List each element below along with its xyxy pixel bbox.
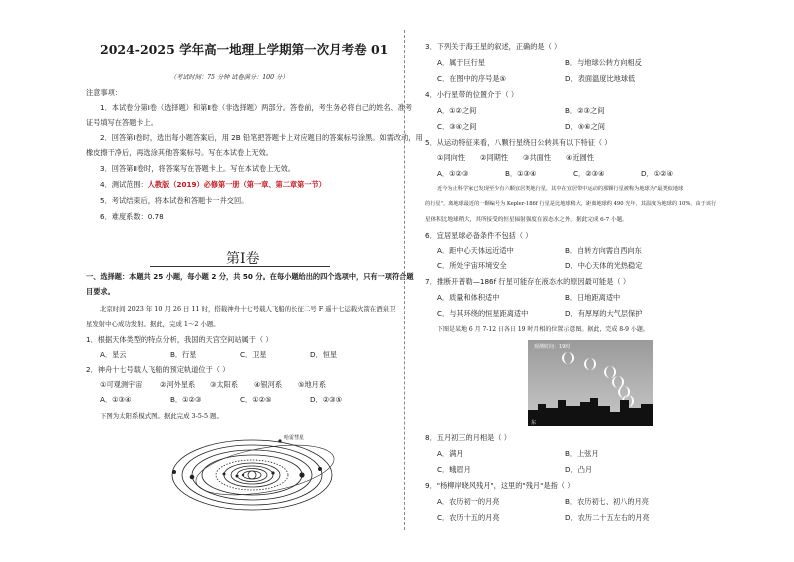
q5-stem: 5．从运动特征来看，八颗行星绕日公转具有以下特征（ ）	[425, 138, 612, 147]
passage1-line-1: 北京时间 2023 年 10 月 26 日 11 时，搭载神舟十七号载人飞船的长征二号 F 遥十七运载火箭在酒泉卫	[100, 305, 396, 313]
q2-sub-4: ④银河系	[254, 380, 283, 389]
note-line-8: 6．难度系数：0.78	[100, 212, 164, 221]
note-line-7: 5．考试结束后，将本试卷和答题卡一并交回。	[100, 196, 249, 205]
q7-option-b[interactable]: B．日地距离适中	[565, 293, 621, 302]
q5-sub-4: ④近圆性	[566, 153, 595, 162]
passage1-line-2: 星发射中心成功发射。据此，完成 1～2 小题。	[86, 320, 220, 328]
passage2-line-3: 星体积比地球稍大，其所接受的恒星辐射强度在液态水之外。据此完成 6-7 小题。	[425, 217, 628, 223]
q1-stem: 1．根据天体类型的特点分析，我国的天宫空间站属于（ ）	[86, 335, 273, 344]
moon-phase-figure	[528, 340, 653, 426]
moon-phase-3	[604, 366, 616, 378]
figure2-caption: 下图是某地 6 月 7-12 日各日 19 时月相的位置示意图。据此，完成 8-9 小题。	[437, 326, 649, 333]
q2-option-c[interactable]: C．①②⑤	[240, 395, 272, 404]
q2-sub-1: ①可观测宇宙	[100, 380, 143, 389]
planet-1	[242, 474, 244, 476]
planet-8	[172, 470, 176, 474]
exam-title: 2024-2025 学年高一地理上学期第一次月考卷 01	[100, 42, 389, 57]
q9-option-d[interactable]: D．农历二十五左右的月亮	[565, 513, 650, 522]
planet-6	[190, 475, 195, 480]
q6-option-d[interactable]: D．中心天体的光热稳定	[565, 261, 643, 270]
q4-option-a[interactable]: A．①②之间	[437, 106, 477, 115]
exam-subtitle: （考试时间：75 分钟 试卷满分：100 分）	[170, 74, 289, 81]
q5-sub-3: ③共面性	[523, 153, 552, 162]
q8-option-b[interactable]: B．上弦月	[565, 449, 599, 458]
q9-option-c[interactable]: C．农历十五的月亮	[437, 513, 500, 522]
note-line-1: 1．本试卷分第Ⅰ卷（选择题）和第Ⅱ卷（非选择题）两部分。答卷前，考生务必将自己的姓名、准考	[100, 103, 413, 112]
moon-phase-svg	[528, 340, 653, 426]
comet-orbit	[192, 436, 338, 504]
q3-option-d[interactable]: D．表面温度比地球低	[565, 74, 636, 83]
q9-stem: 9．"杨柳岸晓风残月"，这里的"残月"是指（ ）	[425, 481, 575, 490]
section-intro-1: 一、选择题：本题共 25 小题，每小题 2 分，共 50 分。在每小题给出的四个选项中，只有一项符合题	[86, 272, 414, 281]
q5-option-b[interactable]: B．①③④	[505, 169, 537, 178]
passage2-line-1: 近今为止科学家已发现至少有六颗宜居类地行星，其中在宜居带中运动的那颗行星被称为地球为"最类似地球	[437, 186, 684, 192]
section-intro-2: 目要求。	[86, 287, 115, 296]
q8-option-a[interactable]: A．满月	[437, 449, 464, 458]
q9-option-b[interactable]: B．农历初七、初八的月亮	[565, 497, 649, 506]
test-scope-value: 人教版（2019）必修第一册（第一章、第二章第一节）	[147, 180, 326, 189]
city-skyline	[528, 398, 653, 426]
q7-option-a[interactable]: A．质量和体积适中	[437, 293, 500, 302]
q1-option-b[interactable]: B．行星	[170, 350, 197, 359]
q2-sub-5: ⑤地月系	[298, 380, 327, 389]
q3-option-b[interactable]: B．与地球公转方向相反	[565, 58, 642, 67]
q2-option-b[interactable]: B．①②③	[170, 395, 202, 404]
q3-stem: 3．下列关于海王星的叙述，正确的是（ ）	[425, 42, 562, 51]
q9-option-a[interactable]: A．农历初一的月亮	[437, 497, 500, 506]
q1-option-c[interactable]: C．卫星	[240, 350, 267, 359]
q2-sub-3: ③太阳系	[210, 380, 239, 389]
q4-option-c[interactable]: C．③④之间	[437, 122, 477, 131]
q4-option-d[interactable]: D．⑤⑥之间	[565, 122, 605, 131]
q2-sub-2: ②河外星系	[160, 380, 196, 389]
note-line-5: 3．回答第Ⅱ卷时，将答案写在答题卡上。写在本试卷上无效。	[100, 164, 295, 173]
q8-stem: 8．五月初三的月相是（ ）	[425, 433, 511, 442]
q4-option-b[interactable]: B．②③之间	[565, 106, 605, 115]
passage2-line-2: 的行星"。离地球最近的一颗编号为 Kepler-186f 行星是比地球稍大，距离地球约 490 光年，其温度为地球的 10%。由于该行	[425, 201, 717, 207]
q2-option-d[interactable]: D．②③⑤	[310, 395, 343, 404]
note-line-4: 橡皮擦干净后，再选涂其他答案标号。写在本试卷上无效。	[86, 148, 273, 157]
solar-system-diagram	[170, 425, 360, 525]
q5-option-a[interactable]: A．①②③	[437, 169, 469, 178]
q5-sub-2: ②同期性	[480, 153, 509, 162]
q4-stem: 4．小行星带的位置介于（ ）	[425, 90, 519, 99]
planet-2	[236, 475, 239, 478]
q3-option-c[interactable]: C．在图中的序号是⑤	[437, 74, 506, 83]
q6-stem: 6．宜居星球必备条件不包括（ ）	[425, 231, 533, 240]
q7-option-d[interactable]: D．有厚厚的大气层保护	[565, 309, 643, 318]
q1-option-a[interactable]: A．星云	[100, 350, 127, 359]
note-line-3: 2．回答第Ⅰ卷时，选出每小题答案后，用 2B 铅笔把答题卡上对应题目的答案标号涂黑。如需改动，用	[100, 133, 423, 142]
q7-stem: 7．推断开普勒—186f 行星可能存在液态水的原因最可能是（ ）	[425, 277, 631, 286]
q3-option-a[interactable]: A．属于巨行星	[437, 58, 486, 67]
q6-option-a[interactable]: A．距中心天体远近适中	[437, 246, 514, 255]
planet-7	[318, 467, 322, 471]
section-underline	[150, 266, 330, 267]
q5-sub-1: ①同向性	[437, 153, 466, 162]
q2-stem: 2．神舟十七号载人飞船的预定轨道位于（ ）	[86, 365, 230, 374]
q5-option-d[interactable]: D．①②④	[641, 169, 674, 178]
comet-icon	[278, 439, 281, 442]
comet-label: 哈雷彗星	[284, 435, 305, 441]
sun-icon	[248, 471, 256, 479]
notes-heading: 注意事项：	[86, 88, 122, 97]
moon-phase-2	[584, 358, 596, 370]
q7-option-c[interactable]: C．与其环绕的恒星距离适中	[437, 309, 529, 318]
moon-phase-1	[562, 352, 574, 364]
section-juan-heading: 第Ⅰ卷	[226, 251, 260, 267]
figure1-caption: 下图为太阳系模式图。据此完成 3-5-5 题。	[100, 412, 223, 420]
q1-option-d[interactable]: D．恒星	[310, 350, 338, 359]
east-direction-label: 东	[531, 420, 537, 426]
q5-option-c[interactable]: C．②③④	[573, 169, 605, 178]
q8-option-d[interactable]: D．凸月	[565, 465, 593, 474]
planet-4	[223, 473, 226, 476]
moon-phase-4	[612, 376, 624, 388]
planet-5	[299, 472, 304, 477]
note-line-2: 证号填写在答题卡上。	[86, 118, 158, 127]
planet-3	[271, 471, 274, 474]
q8-option-c[interactable]: C．蛾眉月	[437, 465, 471, 474]
test-scope-label: 4．测试范围：	[100, 180, 148, 189]
q6-option-c[interactable]: C．所处宇宙环境安全	[437, 261, 507, 270]
q6-option-b[interactable]: B．自转方向需自西向东	[565, 246, 642, 255]
q2-option-a[interactable]: A．①③④	[100, 395, 132, 404]
moon-figure-inner-label: 观测时间：19时	[534, 344, 571, 350]
note-line-6	[100, 180, 326, 190]
moon-phase-5	[618, 386, 630, 398]
